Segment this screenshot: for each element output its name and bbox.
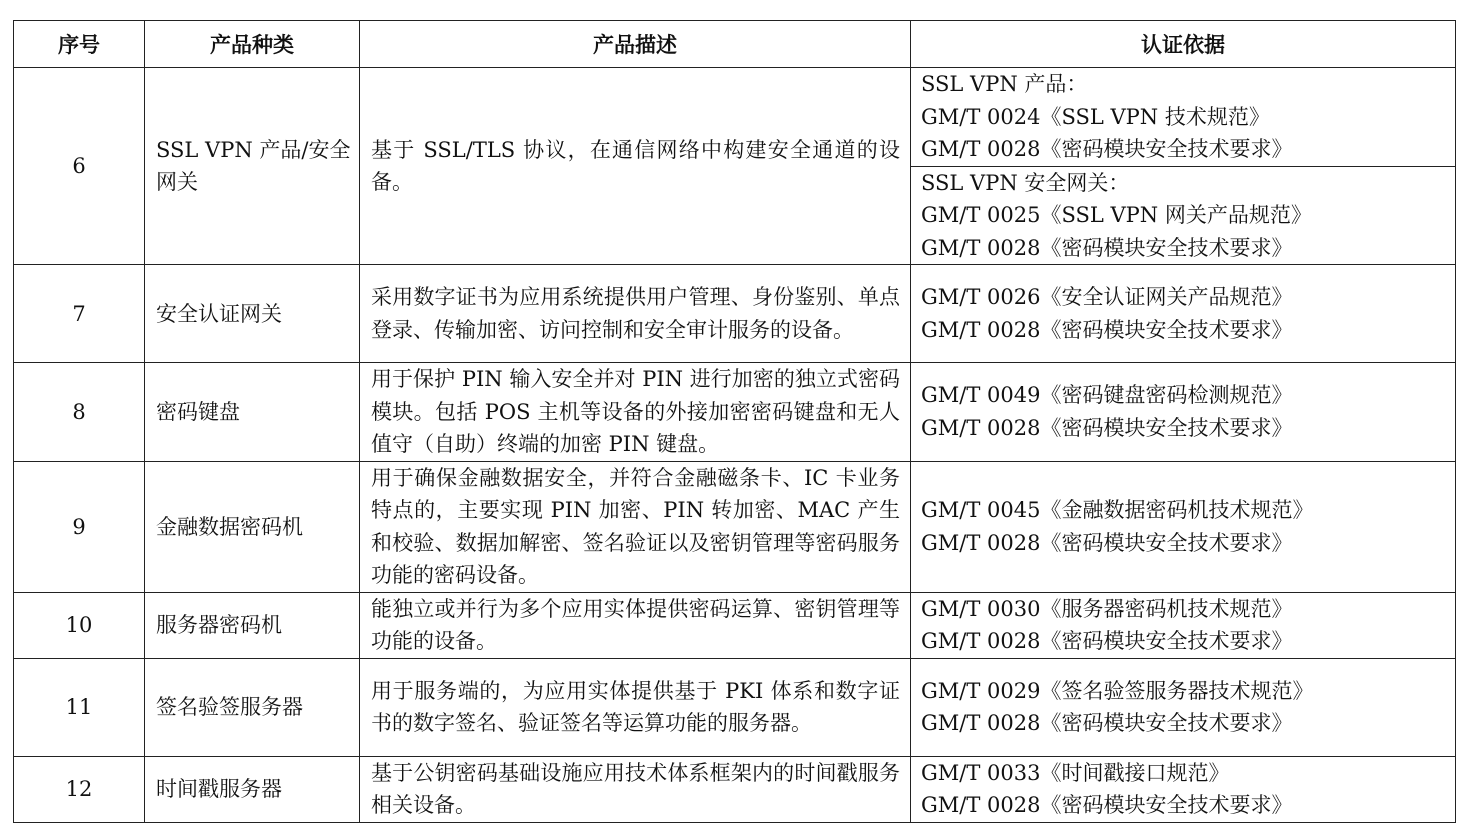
table-header-row bbox=[14, 21, 1456, 68]
basis-heading: SSL VPN 安全网关： bbox=[921, 170, 1130, 195]
certification-basis bbox=[911, 592, 1456, 658]
header-basis: 认证依据 bbox=[911, 21, 1456, 68]
basis-standard: GM/T 0028《密码模块安全技术要求》 bbox=[921, 530, 1293, 555]
certification-basis bbox=[911, 461, 1456, 592]
product-category: 密码键盘 bbox=[145, 363, 360, 462]
basis-standard: GM/T 0024《SSL VPN 技术规范》 bbox=[921, 104, 1270, 129]
basis-standard: GM/T 0049《密码键盘密码检测规范》 bbox=[921, 383, 1293, 408]
basis-standard: GM/T 0028《密码模块安全技术要求》 bbox=[921, 235, 1293, 260]
product-description: 基于公钥密码基础设施应用技术体系框架内的时间戳服务相关设备。 bbox=[360, 756, 911, 822]
product-description: 基于 SSL/TLS 协议，在通信网络中构建安全通道的设备。 bbox=[360, 68, 911, 265]
certification-basis bbox=[911, 363, 1456, 462]
basis-heading: SSL VPN 产品： bbox=[921, 72, 1088, 96]
table-row bbox=[14, 68, 1456, 167]
row-number: 8 bbox=[14, 363, 145, 462]
basis-standard: GM/T 0026《安全认证网关产品规范》 bbox=[921, 285, 1293, 309]
header-no: 序号 bbox=[14, 21, 145, 68]
header-description: 产品描述 bbox=[360, 21, 911, 68]
row-number: 10 bbox=[14, 592, 145, 658]
table-row bbox=[14, 592, 1456, 658]
row-number: 12 bbox=[14, 756, 145, 822]
header-category: 产品种类 bbox=[145, 21, 360, 68]
product-category: 签名验签服务器 bbox=[145, 658, 360, 756]
basis-standard: GM/T 0025《SSL VPN 网关产品规范》 bbox=[921, 203, 1312, 227]
product-category: 金融数据密码机 bbox=[145, 461, 360, 592]
table-row bbox=[14, 363, 1456, 462]
basis-standard: GM/T 0029《签名验签服务器技术规范》 bbox=[921, 678, 1314, 703]
table-row bbox=[14, 756, 1456, 822]
product-description: 用于服务端的，为应用实体提供基于 PKI 体系和数字证书的数字签名、验证签名等运算功能的服务器。 bbox=[360, 658, 911, 756]
table-row bbox=[14, 658, 1456, 756]
certification-basis bbox=[911, 756, 1456, 822]
basis-standard: GM/T 0033《时间戳接口规范》 bbox=[921, 760, 1230, 785]
certification-basis bbox=[911, 658, 1456, 756]
row-number: 9 bbox=[14, 461, 145, 592]
basis-standard: GM/T 0028《密码模块安全技术要求》 bbox=[921, 793, 1293, 817]
row-number: 11 bbox=[14, 658, 145, 756]
basis-standard: GM/T 0030《服务器密码机技术规范》 bbox=[921, 596, 1293, 621]
basis-standard: GM/T 0028《密码模块安全技术要求》 bbox=[921, 711, 1293, 735]
basis-standard: GM/T 0028《密码模块安全技术要求》 bbox=[921, 317, 1293, 342]
product-description: 用于确保金融数据安全，并符合金融磁条卡、IC 卡业务特点的，主要实现 PIN 加密、PIN 转加密、MAC 产生和校验、数据加解密、签名验证以及密钥管理等密码服务功能的密码设备。 bbox=[360, 461, 911, 592]
certification-basis bbox=[911, 265, 1456, 363]
product-category: SSL VPN 产品/安全网关 bbox=[145, 68, 360, 265]
row-number: 7 bbox=[14, 265, 145, 363]
basis-standard: GM/T 0028《密码模块安全技术要求》 bbox=[921, 415, 1293, 440]
product-category: 安全认证网关 bbox=[145, 265, 360, 363]
certification-basis bbox=[911, 166, 1456, 265]
row-number: 6 bbox=[14, 68, 145, 265]
table-row bbox=[14, 265, 1456, 363]
basis-standard: GM/T 0045《金融数据密码机技术规范》 bbox=[921, 498, 1314, 522]
certification-table bbox=[13, 20, 1456, 823]
product-description: 用于保护 PIN 输入安全并对 PIN 进行加密的独立式密码模块。包括 POS 主机等设备的外接加密密码键盘和无人值守（自助）终端的加密 PIN 键盘。 bbox=[360, 363, 911, 462]
product-category: 服务器密码机 bbox=[145, 592, 360, 658]
certification-basis bbox=[911, 68, 1456, 167]
product-description: 采用数字证书为应用系统提供用户管理、身份鉴别、单点登录、传输加密、访问控制和安全审计服务的设备。 bbox=[360, 265, 911, 363]
basis-standard: GM/T 0028《密码模块安全技术要求》 bbox=[921, 137, 1293, 161]
product-description: 能独立或并行为多个应用实体提供密码运算、密钥管理等功能的设备。 bbox=[360, 592, 911, 658]
table-row bbox=[14, 461, 1456, 592]
product-category: 时间戳服务器 bbox=[145, 756, 360, 822]
basis-standard: GM/T 0028《密码模块安全技术要求》 bbox=[921, 629, 1293, 653]
